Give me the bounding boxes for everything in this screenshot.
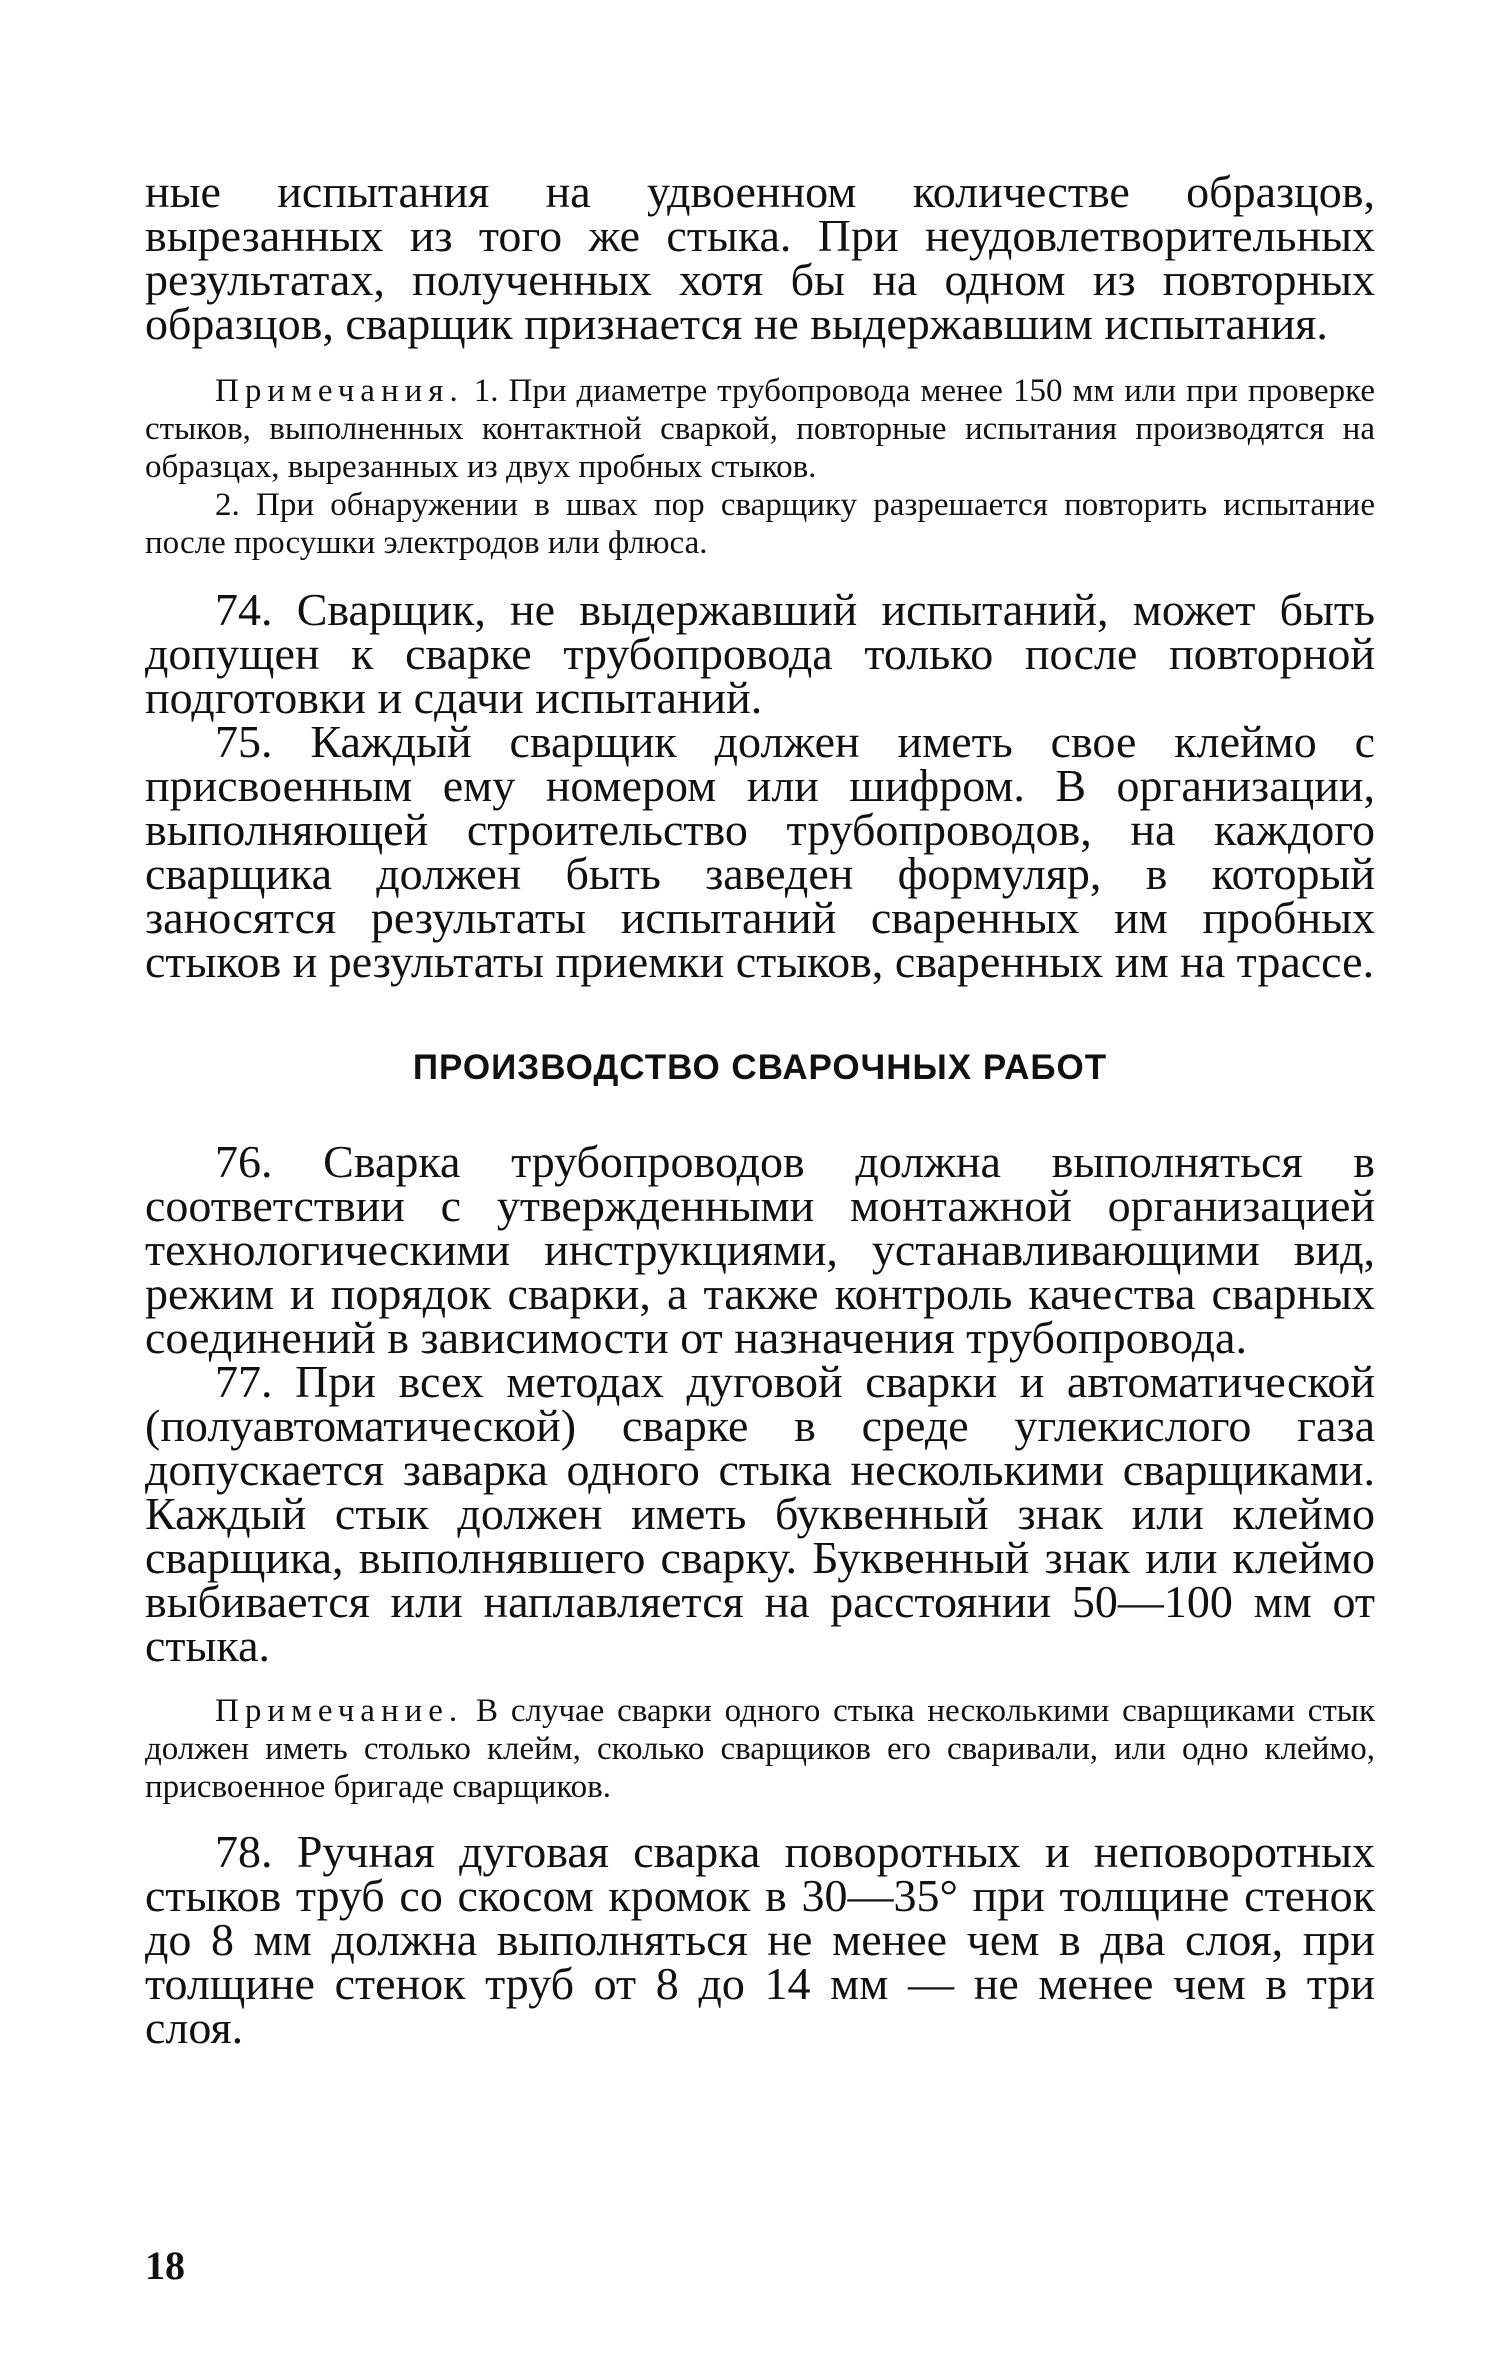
paragraph-77: 77. При всех методах дуговой сварки и автоматической (полуавтоматической) сварке в среде углекислого газа допускается заварка одного стыка несколькими сварщиками. Каждый стык должен иметь буквенный знак или клеймо сварщика, выполнявшего сварку. Буквенный знак или клеймо выбивается или наплавляется на расстоянии 50—100 мм от стыка. [145, 1356, 1375, 1671]
paragraph-74: 74. Сварщик, не выдержавший испытаний, может быть допущен к сварке трубопровода только после повторной подготовки и сдачи испытаний. [145, 584, 1375, 723]
note-2: 2. При обнаружении в швах пор сварщику разрешается повторить испытание после просушки электродов или флюса. [145, 487, 1375, 561]
page-number: 18 [145, 2243, 185, 2288]
note-3 [145, 1692, 1375, 1806]
page-body [145, 166, 1375, 2053]
paragraph-75: 75. Каждый сварщик должен иметь свое клеймо с присвоенным ему номером или шифром. В организации, выполняющей строительство трубопроводов, на каждого сварщика должен быть заведен формуляр, в который заносятся результаты испытаний сваренных им пробных стыков и результаты приемки стыков, сваренных им на трассе. [145, 716, 1375, 987]
note-3-label: Примечание. [215, 1693, 464, 1729]
note-1-text: 1. При диаметре трубопровода менее 150 мм или при проверке стыков, выполненных контактной сваркой, повторные испытания производятся на образцах, вырезанных из двух пробных стыков. [145, 373, 1375, 485]
paragraph-continuation: ные испытания на удвоенном количестве образцов, вырезанных из того же стыка. При неудовлетворительных результатах, полученных хотя бы на одном из повторных образцов, сварщик признается не выдержавшим испытания. [145, 166, 1375, 349]
note-1-label: Примечания. [215, 373, 464, 409]
paragraph-76: 76. Сварка трубопроводов должна выполняться в соответствии с утвержденными монтажной организацией технологическими инструкциями, устанавливающими вид, режим и порядок сварки, а также контроль качества сварных соединений в зависимости от назначения трубопровода. [145, 1136, 1375, 1363]
paragraph-78: 78. Ручная дуговая сварка поворотных и неповоротных стыков труб со скосом кромок в 30—35° при толщине стенок до 8 мм должна выполняться не менее чем в два слоя, при толщине стенок труб от 8 до 14 мм — не менее чем в три слоя. [145, 1826, 1375, 2053]
section-heading: ПРОИЗВОДСТВО СВАРОЧНЫХ РАБОТ [412, 1048, 1108, 1087]
note-3-text: В случае сварки одного стыка несколькими сварщиками стык должен иметь столько клейм, сколько сварщиков его сваривали, или одно клеймо, присвоенное бригаде сварщиков. [145, 1693, 1375, 1805]
note-1 [145, 372, 1375, 486]
